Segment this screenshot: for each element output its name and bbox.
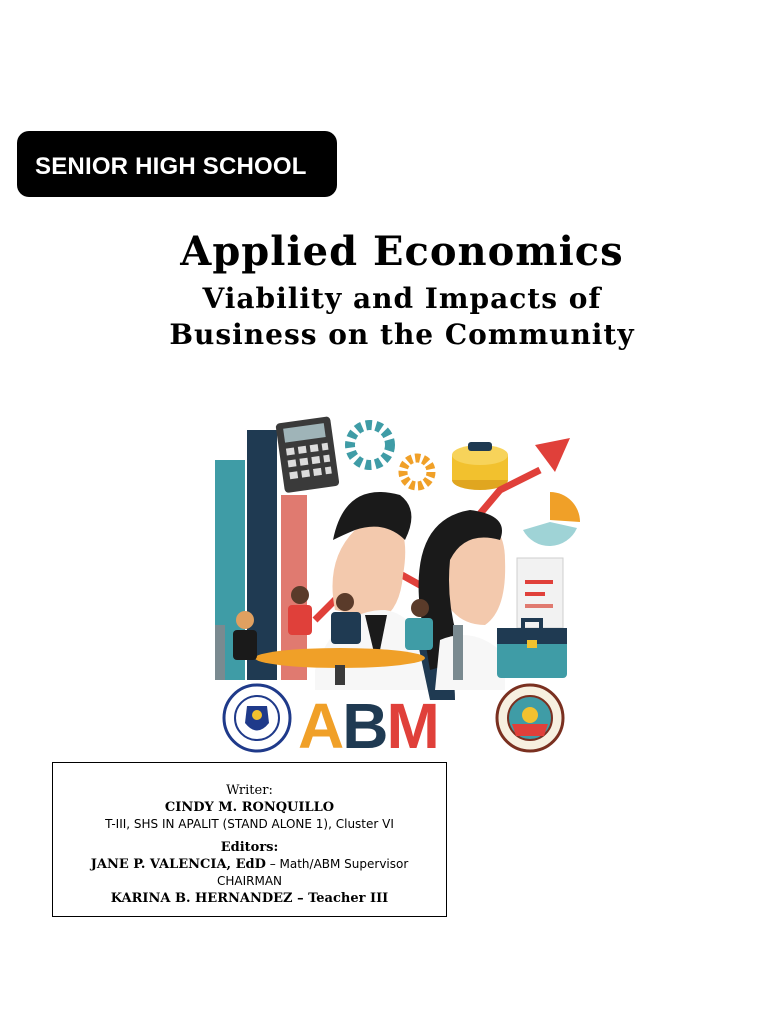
subtitle-line-2: Business on the Community <box>169 318 635 351</box>
pie-chart-icon <box>550 492 580 522</box>
editor1-title: CHAIRMAN <box>216 874 283 888</box>
editors-label: Editors: <box>220 840 279 855</box>
cover-illustration <box>205 410 605 755</box>
report-document-icon <box>517 558 563 628</box>
writer-label: Writer: <box>226 783 273 798</box>
senior-high-school-badge <box>17 131 337 197</box>
document-title: Applied Economics <box>180 228 624 275</box>
coin-stack-icon <box>452 442 508 490</box>
abm-logo: ABM <box>298 690 438 755</box>
teal-gear-icon <box>350 425 390 465</box>
writer-position: T-III, SHS IN APALIT (STAND ALONE 1), Cluster VI <box>105 817 394 831</box>
calculator-icon <box>275 416 339 493</box>
briefcase-icon <box>497 620 567 678</box>
deped-division-seal <box>497 685 563 751</box>
editor1-role: – Math/ABM Supervisor <box>265 857 409 871</box>
writer-name: CINDY M. RONQUILLO <box>164 800 335 815</box>
editor2: KARINA B. HERNANDEZ – Teacher III <box>110 891 389 906</box>
badge-label: SENIOR HIGH SCHOOL <box>35 153 307 180</box>
kagawaran-ng-edukasyon-seal <box>224 685 290 751</box>
editor1-name: JANE P. VALENCIA, EdD <box>90 857 266 872</box>
credits-box <box>52 762 447 917</box>
arrow-head-icon <box>535 438 570 472</box>
subtitle-line-1: Viability and Impacts of <box>202 282 602 315</box>
orange-gear-icon <box>403 458 431 486</box>
